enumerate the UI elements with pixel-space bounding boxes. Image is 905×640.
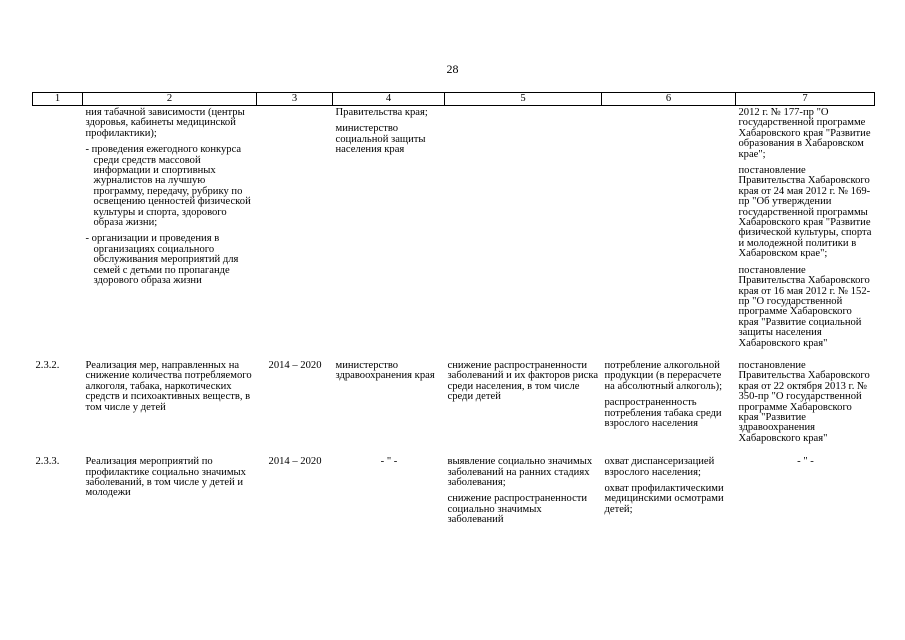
indicator-text: охват диспансеризацией взрослого населения;	[604, 456, 715, 478]
basis-text: постановление Правительства Хабаровского края от 16 мая 2012 г. № 152-пр "О государственной программе Хабаровского края "Развитие социальной защиты населения Хабаровского края"	[738, 264, 871, 349]
executor-text: - " -	[380, 456, 398, 468]
row-number: 2.3.2.	[35, 359, 60, 371]
executor-text: министерство социальной защиты населения края	[335, 123, 426, 156]
indicator-cell	[602, 355, 736, 450]
executor-cell	[333, 106, 445, 355]
measures-table	[32, 92, 875, 532]
col-header-5: 5	[445, 93, 602, 106]
col-header-2: 2	[83, 93, 257, 106]
basis-text: постановление Правительства Хабаровского края от 24 мая 2012 г. № 169-пр "Об утверждении государственной программы Хабаровского края "Развитие физической культуры, спорта и молодежной политики в Хабаровском крае";	[738, 165, 872, 260]
measure-item: - организации и проведения в организациях социального обслуживания мероприятий для семей с детьми по пропаганде здорового образа жизни	[85, 233, 239, 287]
executor-text: Правительства края;	[335, 107, 428, 118]
executor-cell	[333, 450, 445, 531]
header-row	[33, 93, 875, 106]
measure-cell	[83, 106, 257, 355]
period-cell: 2014 – 2020	[268, 359, 322, 371]
period-cell: 2014 – 2020	[268, 456, 322, 468]
indicator-text: распространенность потребления табака среди взрослого населения	[604, 397, 722, 429]
col-header-3: 3	[257, 93, 333, 106]
table-row	[33, 106, 875, 355]
page-number: 28	[446, 62, 459, 76]
indicator-cell	[602, 450, 736, 531]
table-row	[33, 450, 875, 531]
measure-text: Реализация мероприятий по профилактике социально значимых заболеваний, в том числе у детей и молодежи	[85, 456, 246, 499]
measure-cell	[83, 355, 257, 450]
period-cell	[257, 106, 333, 355]
basis-text: постановление Правительства Хабаровского края от 22 октября 2013 г. № 350-пр "О государственной программе Хабаровского края "Развитие здравоохранения Хабаровского края"	[738, 359, 870, 444]
result-cell	[445, 355, 602, 450]
table-row	[33, 355, 875, 450]
basis-cell	[736, 355, 875, 450]
measure-text: Реализация мер, направленных на снижение количества потребляемого алкоголя, табака, наркотических средств и психоактивных веществ, в том числе у детей	[85, 359, 252, 413]
result-text: снижение распространенности социально значимых заболеваний	[447, 493, 588, 526]
basis-cell	[736, 450, 875, 531]
basis-text: 2012 г. № 177-пр "О государственной программе Хабаровского края "Развитие образования в Хабаровском крае";	[738, 107, 871, 160]
measure-cell	[83, 450, 257, 531]
row-number	[33, 106, 83, 355]
result-text: выявление социально значимых заболеваний на ранних стадиях заболевания;	[447, 456, 593, 488]
executor-cell	[333, 355, 445, 450]
indicator-text: потребление алкогольной продукции (в перерасчете на абсолютный алкоголь);	[604, 359, 723, 392]
col-header-1: 1	[33, 93, 83, 106]
result-text: снижение распространенности заболеваний и их факторов риска среди населения, в том числе среди детей	[447, 359, 599, 403]
result-cell	[445, 106, 602, 355]
executor-text: министерство здравоохранения края	[335, 359, 435, 382]
col-header-4: 4	[333, 93, 445, 106]
col-header-6: 6	[602, 93, 736, 106]
col-header-7: 7	[736, 93, 875, 106]
result-cell	[445, 450, 602, 531]
indicator-text: охват профилактическими медицинскими осмотрами детей;	[604, 483, 724, 515]
measure-text: ния табачной зависимости (центры здоровья, кабинеты медицинской профилактики);	[85, 107, 245, 139]
row-number: 2.3.3.	[35, 456, 60, 468]
measure-item: - проведения ежегодного конкурса среди средств массовой информации и спортивных журналистов на лучшую программу, передачу, рубрику по освещению ценностей физической культуры и спорта, здорового образа жизни;	[85, 144, 251, 229]
basis-cell	[736, 106, 875, 355]
indicator-cell	[602, 106, 736, 355]
basis-text: - " -	[797, 456, 814, 468]
